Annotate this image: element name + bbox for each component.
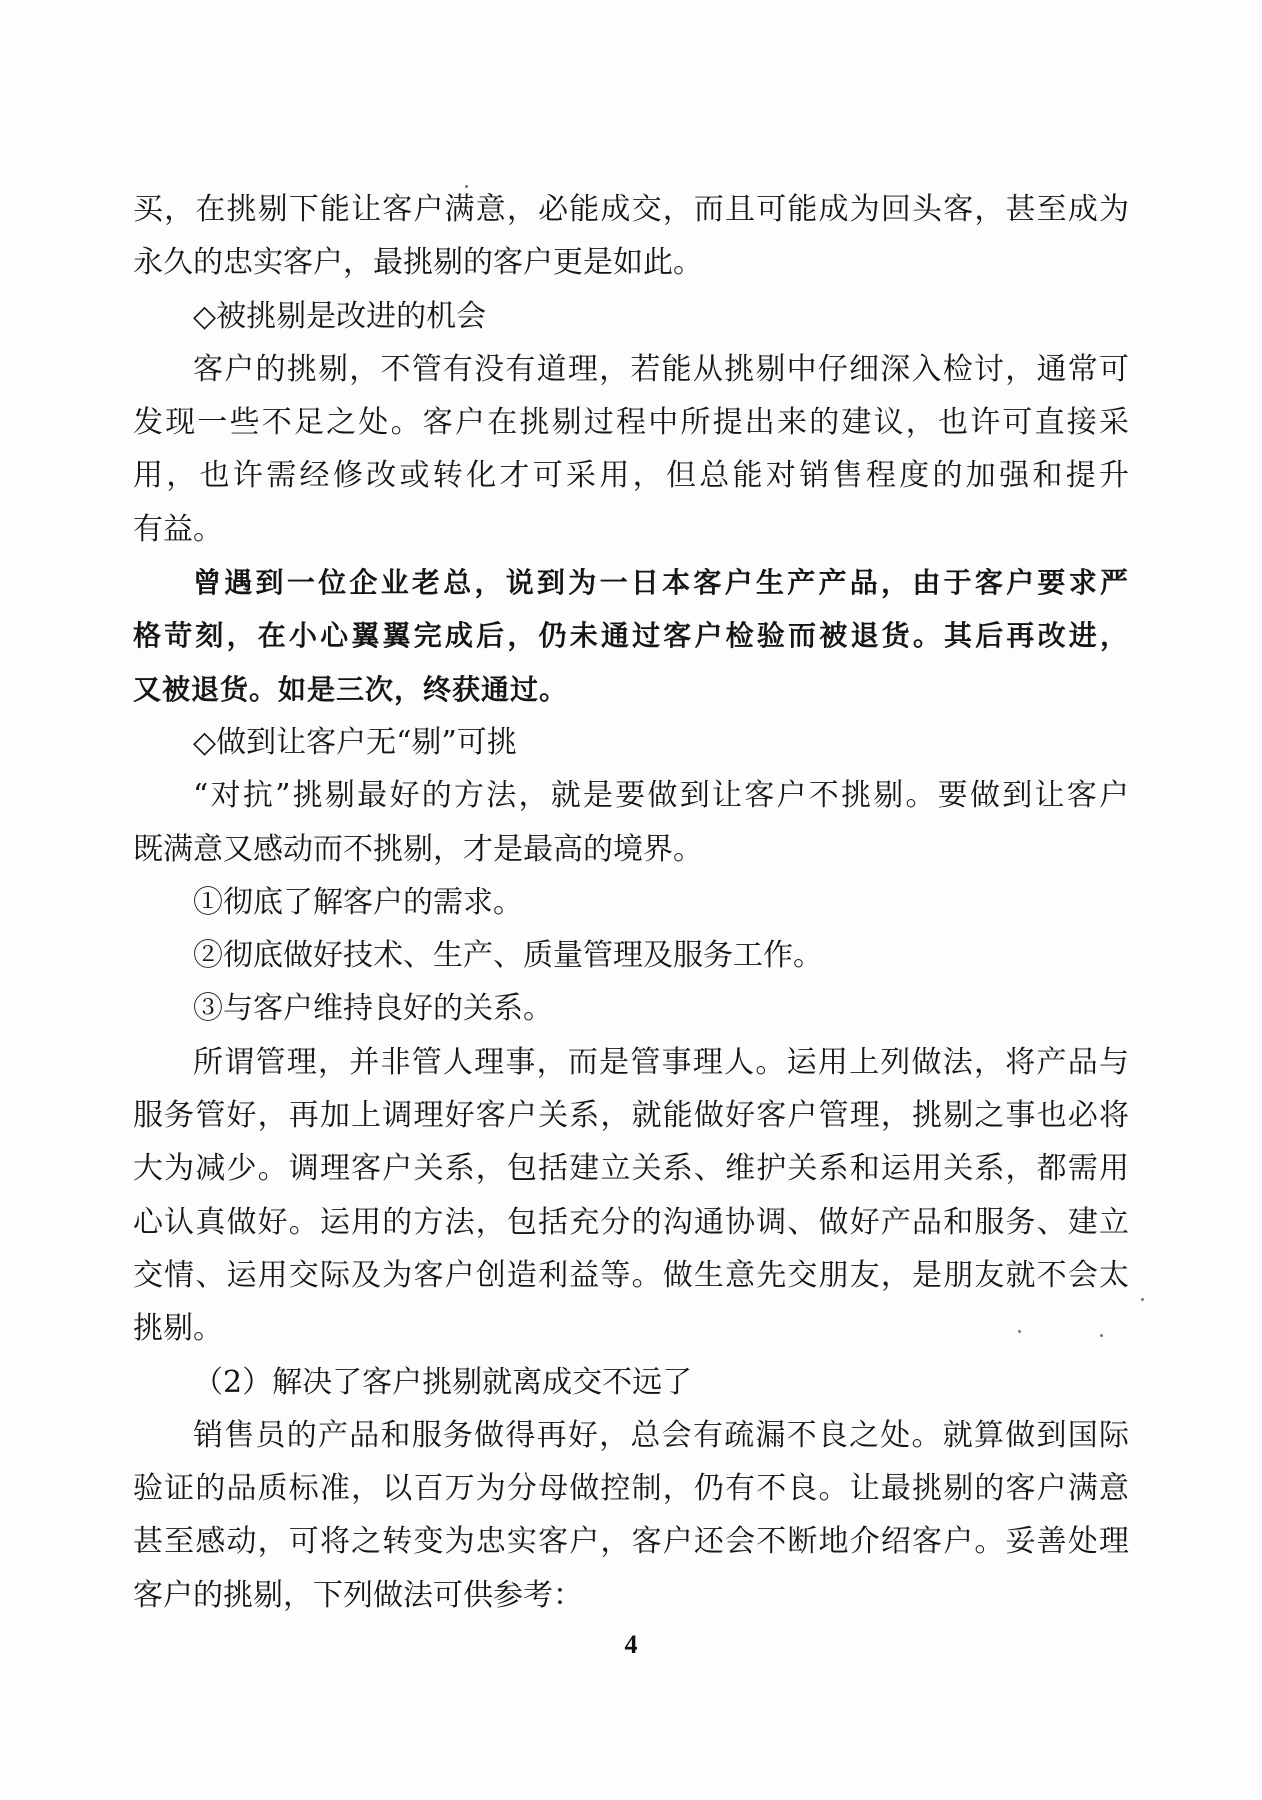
text-line: 买，在挑剔下能让客户满意，必能成交，而且可能成为回头客，甚至成为: [133, 192, 1129, 227]
body-text: [133, 183, 1129, 1622]
text-line: 甚至感动，可将之转变为忠实客户，客户还会不断地介绍客户。妥善处理: [133, 1524, 1129, 1560]
text-line: 心认真做好。运用的方法，包括充分的沟通协调、做好产品和服务、建立: [133, 1204, 1129, 1240]
section-heading: （2）解决了客户挑剔就离成交不远了: [193, 1364, 693, 1400]
text-line: 所谓管理，并非管人理事，而是管事理人。运用上列做法，将产品与: [193, 1044, 1129, 1080]
text-line: 有益。: [133, 511, 223, 547]
scan-speck: [1100, 1334, 1103, 1337]
text-line: 客户的挑剔，不管有没有道理，若能从挑剔中仔细深入检讨，通常可: [193, 351, 1129, 387]
text-line: 永久的忠实客户，最挑剔的客户更是如此。: [133, 245, 703, 281]
scan-speck: [1018, 1330, 1021, 1333]
list-item: ②彻底做好技术、生产、质量管理及服务工作。: [193, 938, 823, 974]
text-line: 服务管好，再加上调理好客户关系，就能做好客户管理，挑剔之事也必将: [133, 1098, 1129, 1134]
scan-speck: [1141, 1298, 1144, 1301]
scan-speck: [465, 185, 468, 188]
text-line: 发现一些不足之处。客户在挑剔过程中所提出来的建议，也许可直接采: [133, 405, 1129, 441]
text-line: 大为减少。调理客户关系，包括建立关系、维护关系和运用关系，都需用: [133, 1151, 1129, 1187]
section-heading: ◇做到让客户无“剔”可挑: [193, 724, 517, 760]
list-item: ①彻底了解客户的需求。: [193, 884, 523, 920]
text-line: 交情、运用交际及为客户创造利益等。做生意先交朋友，是朋友就不会太: [133, 1257, 1129, 1293]
example-line: 格苛刻，在小心翼翼完成后，仍未通过客户检验而被退货。其后再改进，: [133, 619, 1129, 653]
text-line: 既满意又感动而不挑剔，才是最高的境界。: [133, 831, 703, 867]
list-item: ③与客户维持良好的关系。: [193, 991, 553, 1027]
text-line: 挑剔。: [133, 1311, 223, 1347]
text-line: 用，也许需经修改或转化才可采用，但总能对销售程度的加强和提升: [133, 458, 1129, 494]
section-heading: ◇被挑剔是改进的机会: [193, 298, 487, 334]
text-line: “对抗”挑剔最好的方法，就是要做到让客户不挑剔。要做到让客户: [193, 778, 1129, 814]
page-number: 4: [624, 1630, 638, 1659]
example-line: 又被退货。如是三次，终获通过。: [133, 672, 569, 706]
example-line: 曾遇到一位企业老总，说到为一日本客户生产产品，由于客户要求严: [193, 566, 1129, 600]
text-line: 销售员的产品和服务做得再好，总会有疏漏不良之处。就算做到国际: [193, 1417, 1129, 1453]
text-line: 验证的品质标准，以百万为分母做控制，仍有不良。让最挑剔的客户满意: [133, 1471, 1129, 1507]
text-line: 客户的挑剔，下列做法可供参考：: [133, 1577, 583, 1613]
